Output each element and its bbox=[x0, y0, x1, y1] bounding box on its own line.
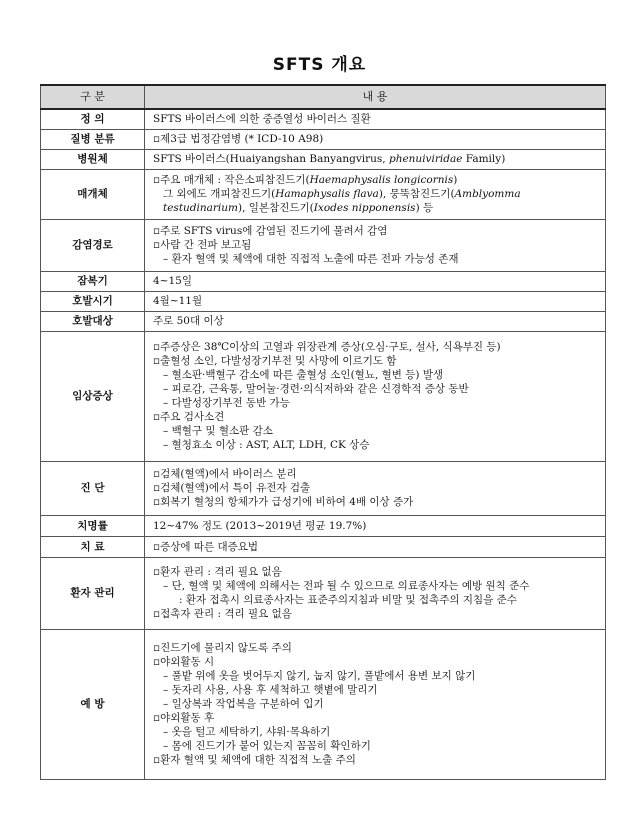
content-line: – 혈소판·백혈구 감소에 따른 출혈성 소인(혈뇨, 혈변 등) 발생 bbox=[163, 369, 444, 381]
row-label: 호발시기 bbox=[41, 291, 145, 311]
content-line: – 피로감, 근육통, 말어눌·경련·의식저하와 같은 신경학적 증상 동반 bbox=[163, 383, 469, 395]
row-content bbox=[145, 149, 606, 169]
table-row-classification bbox=[41, 129, 606, 149]
row-label: 호발대상 bbox=[41, 311, 145, 331]
text-segment: ) bbox=[453, 174, 458, 186]
row-label: 감염경로 bbox=[41, 219, 145, 271]
text-segment: ), 뭉뚝참진드기( bbox=[378, 188, 455, 200]
row-label: 예 방 bbox=[41, 629, 145, 779]
table-row-season bbox=[41, 291, 606, 311]
row-label: 정 의 bbox=[41, 109, 145, 129]
table-row-incubation bbox=[41, 271, 606, 291]
sfts-summary-table bbox=[40, 84, 606, 780]
content-line: – 다발성장기부전 동반 가능 bbox=[163, 397, 290, 409]
content-line: 주로 50대 이상 bbox=[153, 315, 224, 327]
page-title: SFTS 개요 bbox=[272, 55, 367, 75]
table-row-definition bbox=[41, 109, 606, 129]
content-line bbox=[153, 173, 597, 187]
content-line: – 옷을 털고 세탁하기, 샤워·목욕하기 bbox=[163, 726, 331, 738]
scientific-name: Ixodes nipponensis bbox=[313, 202, 416, 214]
table-row-diagnosis bbox=[41, 461, 606, 515]
row-content bbox=[145, 629, 606, 779]
row-label: 임상증상 bbox=[41, 331, 145, 461]
content-line: ▫검체(혈액)에서 특이 유전자 검출 bbox=[153, 482, 311, 494]
content-line: – 돗자리 사용, 사용 후 세척하고 햇볕에 말리기 bbox=[163, 684, 378, 696]
content-line: – 일상복과 작업복을 구분하여 입기 bbox=[163, 698, 324, 710]
row-label: 환자 관리 bbox=[41, 557, 145, 629]
content-line bbox=[153, 201, 597, 215]
row-content bbox=[145, 311, 606, 331]
scientific-name: testudinarium bbox=[163, 202, 239, 214]
content-line: 4∼15일 bbox=[153, 275, 192, 287]
row-content bbox=[145, 515, 606, 536]
content-line: ▫주증상은 38℃이상의 고열과 위장관계 증상(오심·구토, 설사, 식욕부진 등) bbox=[153, 341, 501, 353]
row-label: 잠복기 bbox=[41, 271, 145, 291]
text-segment: ▫주요 매개체 : 작은소피참진드기( bbox=[153, 174, 310, 186]
content-line bbox=[153, 187, 597, 201]
text-segment: ), 일본참진드기( bbox=[238, 202, 314, 214]
scientific-name: Amblyomma bbox=[454, 188, 521, 200]
text-segment: SFTS 바이러스(Huaiyangshan Banyangvirus, bbox=[153, 153, 389, 165]
content-line: ▫검체(혈액)에서 바이러스 분리 bbox=[153, 468, 297, 480]
scientific-name: phenuiviridae bbox=[388, 153, 463, 165]
content-line: : 환자 접촉시 의료종사자는 표준주의지침과 비말 및 접촉주의 지침을 준수 bbox=[179, 594, 517, 606]
content-line: ▫회복기 혈청의 항체가가 급성기에 비하여 4배 이상 증가 bbox=[153, 496, 414, 508]
content-line: ▫야외활동 시 bbox=[153, 656, 215, 668]
content-line: ▫제3급 법정감염병 (* ICD-10 A98) bbox=[153, 133, 324, 145]
content-line: ▫주요 검사소견 bbox=[153, 411, 225, 423]
table-row-transmission bbox=[41, 219, 606, 271]
row-label: 매개체 bbox=[41, 169, 145, 219]
content-line: – 혈청효소 이상 : AST, ALT, LDH, CK 상승 bbox=[163, 439, 370, 451]
content-line: SFTS 바이러스에 의한 중증열성 바이러스 질환 bbox=[153, 113, 371, 126]
content-line: ▫주로 SFTS virus에 감염된 진드기에 물려서 감염 bbox=[153, 225, 388, 237]
content-line: ▫출혈성 소인, 다발성장기부전 및 사망에 이르기도 함 bbox=[153, 355, 397, 367]
content-line: ▫사람 간 전파 보고됨 bbox=[153, 239, 252, 251]
scientific-name: Haemaphysalis longicornis bbox=[309, 174, 454, 186]
row-label: 병원체 bbox=[41, 149, 145, 169]
row-content bbox=[145, 331, 606, 461]
content-line: ▫진드기에 물리지 않도록 주의 bbox=[153, 642, 292, 654]
row-content bbox=[145, 557, 606, 629]
content-line: ▫접촉자 관리 : 격리 필요 없음 bbox=[153, 608, 292, 620]
row-content bbox=[145, 219, 606, 271]
row-content bbox=[145, 109, 606, 129]
table-row-fatality bbox=[41, 515, 606, 536]
row-content bbox=[145, 461, 606, 515]
row-label: 진 단 bbox=[41, 461, 145, 515]
content-line: 4월∼11월 bbox=[153, 295, 203, 307]
scientific-name: Hamaphysalis flava bbox=[275, 188, 379, 200]
text-segment: ) 등 bbox=[415, 202, 434, 214]
content-line: – 환자 혈액 및 체액에 대한 직접적 노출에 따른 전파 가능성 존재 bbox=[163, 253, 459, 265]
content-line bbox=[153, 152, 597, 166]
row-content bbox=[145, 536, 606, 557]
table-row-symptoms bbox=[41, 331, 606, 461]
table-row-vector bbox=[41, 169, 606, 219]
header-category: 구 분 bbox=[41, 85, 145, 109]
row-content bbox=[145, 129, 606, 149]
content-line: 12∼47% 정도 (2013∼2019년 평균 19.7%) bbox=[153, 519, 367, 532]
row-content bbox=[145, 271, 606, 291]
table-row-pathogen bbox=[41, 149, 606, 169]
row-content bbox=[145, 169, 606, 219]
table-header-row bbox=[41, 85, 606, 109]
row-label: 치 료 bbox=[41, 536, 145, 557]
table-row-patient-management bbox=[41, 557, 606, 629]
content-line: – 풀밭 위에 옷을 벗어두지 않기, 눕지 않기, 풀밭에서 용변 보지 않기 bbox=[163, 670, 476, 682]
content-line: ▫야외활동 후 bbox=[153, 712, 215, 724]
header-content: 내 용 bbox=[145, 85, 606, 109]
content-line: ▫환자 혈액 및 체액에 대한 직접적 노출 주의 bbox=[153, 754, 356, 766]
content-line: ▫증상에 따른 대증요법 bbox=[153, 540, 259, 553]
row-label: 치명률 bbox=[41, 515, 145, 536]
content-line: – 백혈구 및 혈소판 감소 bbox=[163, 425, 273, 437]
content-line: ▫환자 관리 : 격리 필요 없음 bbox=[153, 566, 282, 578]
row-label: 질병 분류 bbox=[41, 129, 145, 149]
table-row-treatment bbox=[41, 536, 606, 557]
content-line: – 몸에 진드기가 붙어 있는지 꼼꼼히 확인하기 bbox=[163, 740, 371, 752]
row-content bbox=[145, 291, 606, 311]
table-row-target bbox=[41, 311, 606, 331]
text-segment: 그 외에도 개피참진드기( bbox=[163, 188, 276, 200]
content-line: – 단, 혈액 및 체액에 의해서는 전파 될 수 있으므로 의료종사자는 예방 원칙 준수 bbox=[163, 580, 530, 592]
text-segment: Family) bbox=[462, 153, 506, 165]
table-row-prevention bbox=[41, 629, 606, 779]
